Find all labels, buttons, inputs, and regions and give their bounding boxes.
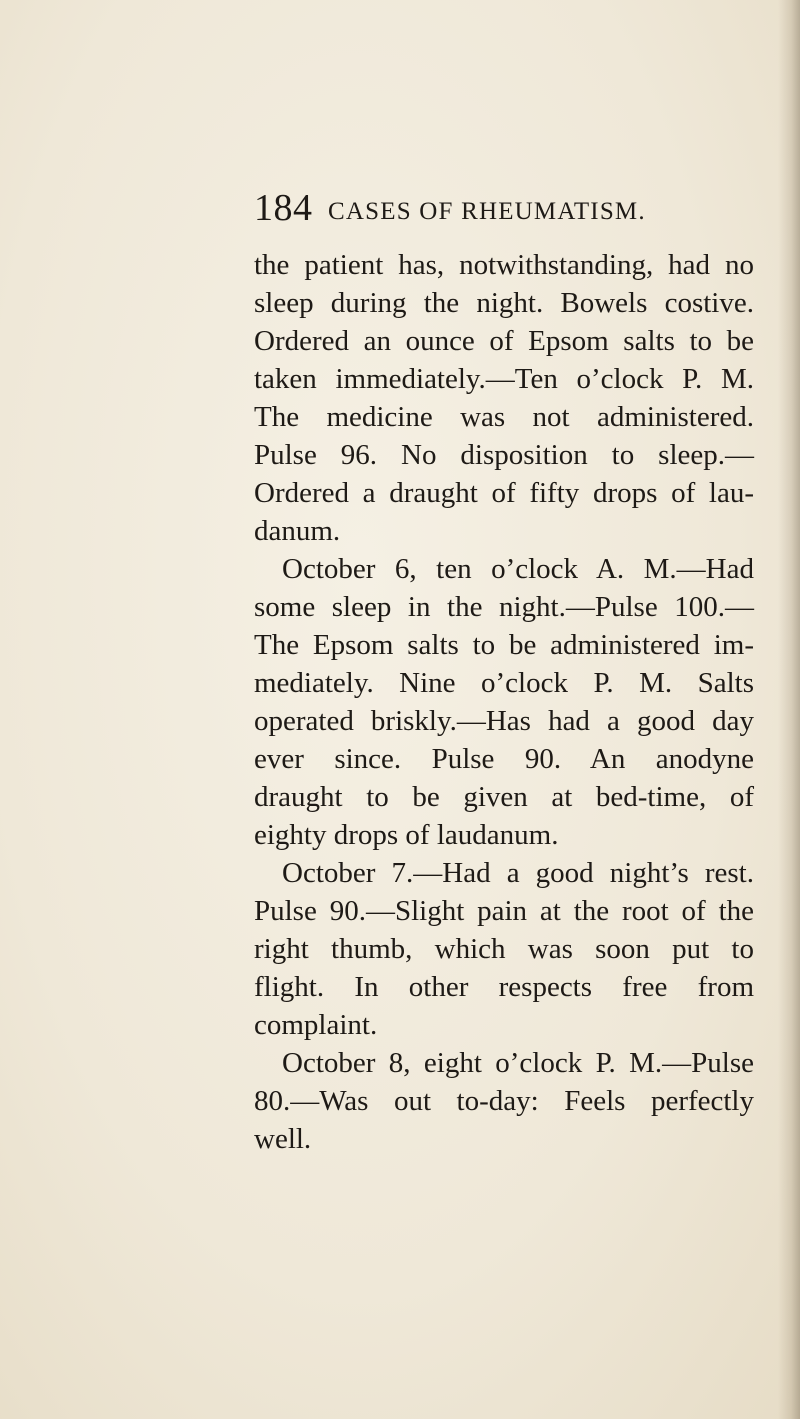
text-line: The medicine was not administered. xyxy=(254,401,754,433)
text-line: right thumb, which was soon put to xyxy=(254,933,754,965)
text-line: the patient has, notwithstanding, had no xyxy=(254,249,754,281)
text-line: well. xyxy=(254,1123,312,1155)
text-line: flight. In other respects free from xyxy=(254,971,754,1003)
text-line: taken immediately.—Ten o’clock P. M. xyxy=(254,363,754,395)
text-line: Ordered a draught of fifty drops of lau- xyxy=(254,477,754,509)
text-line: October 7.—Had a good night’s rest. xyxy=(282,857,754,889)
text-line: mediately. Nine o’clock P. M. Salts xyxy=(254,667,754,699)
text-line: ever since. Pulse 90. An anodyne xyxy=(254,743,754,775)
text-line: 80.—Was out to-day: Feels perfectly xyxy=(254,1085,754,1117)
text-line: Pulse 96. No disposition to sleep.— xyxy=(254,439,754,471)
text-line: sleep during the night. Bowels costive. xyxy=(254,287,754,319)
text-line: October 8, eight o’clock P. M.—Pulse xyxy=(282,1047,754,1079)
text-line: Ordered an ounce of Epsom salts to be xyxy=(254,325,754,357)
text-line: Pulse 90.—Slight pain at the root of the xyxy=(254,895,754,927)
text-line: operated briskly.—Has had a good day xyxy=(254,705,754,737)
text-line: draught to be given at bed-time, of xyxy=(254,781,754,813)
text-line: complaint. xyxy=(254,1009,378,1041)
text-line: The Epsom salts to be administered im- xyxy=(254,629,754,661)
text-line: danum. xyxy=(254,515,341,547)
text-line: eighty drops of laudanum. xyxy=(254,819,559,851)
running-head xyxy=(254,188,674,238)
page-number: 184 xyxy=(254,187,313,229)
text-line: October 6, ten o’clock A. M.—Had xyxy=(282,553,754,585)
text-line: some sleep in the night.—Pulse 100.— xyxy=(254,591,754,623)
running-head-title: CASES OF RHEUMATISM. xyxy=(328,198,646,225)
page-edge-shadow xyxy=(778,0,800,1419)
